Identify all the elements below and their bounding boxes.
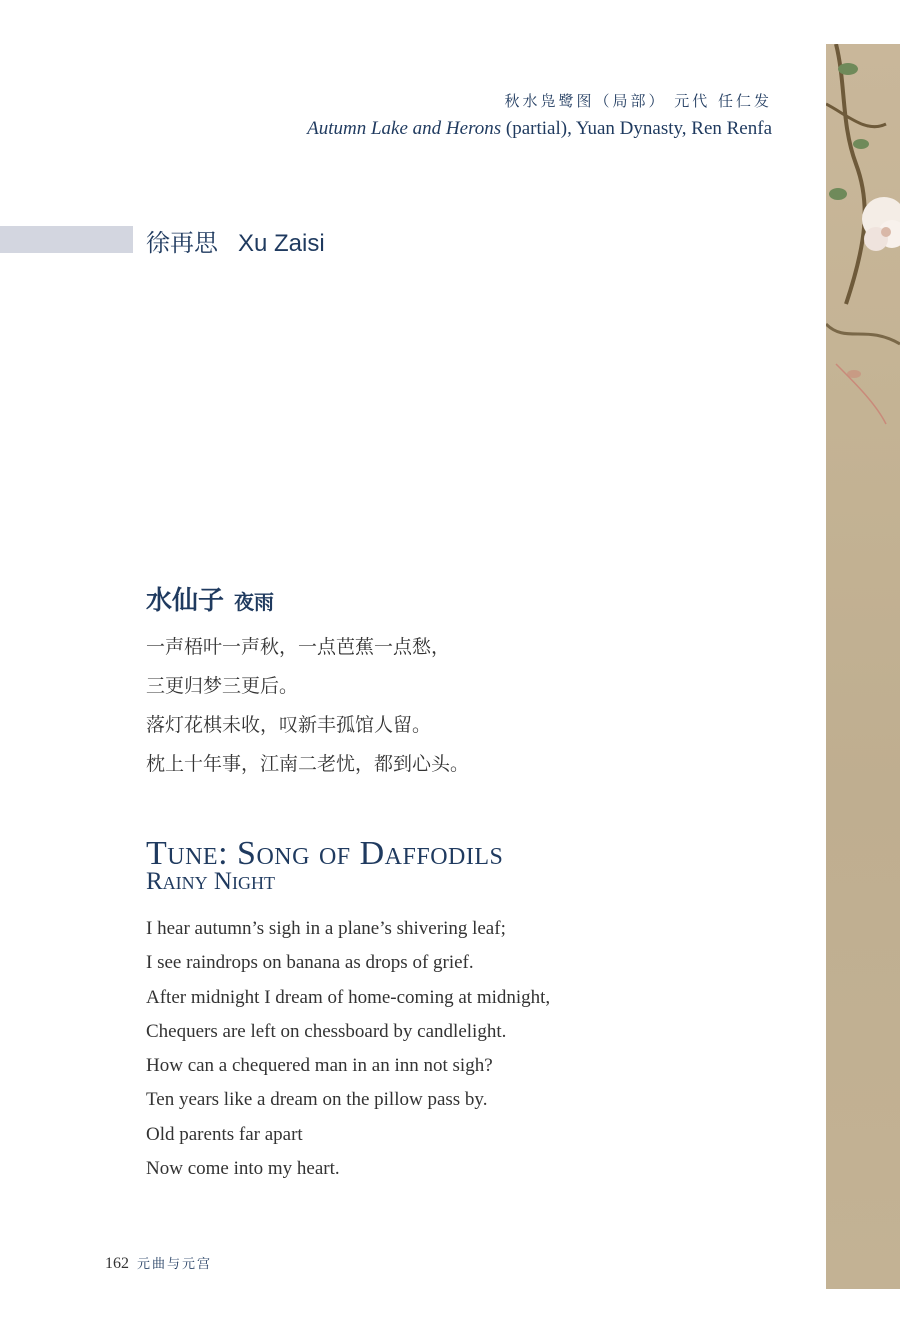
book-title: 元曲与元宫 [137, 1257, 213, 1272]
poem-title-chinese [146, 580, 274, 617]
poem-title-cn-sub: 夜雨 [234, 590, 275, 614]
painting-detail-image [826, 44, 900, 1289]
poem-chinese-text [146, 628, 469, 784]
poem-en-line: Ten years like a dream on the pillow pass by. [146, 1089, 488, 1111]
page-number: 162 [105, 1255, 129, 1272]
poem-en-line: Old parents far apart [146, 1123, 303, 1145]
poem-english-text [146, 912, 550, 1186]
poem-cn-line: 落灯花棋未收，叹新丰孤馆人留。 [146, 714, 432, 736]
caption-painting-title: Autumn Lake and Herons [307, 118, 502, 139]
poem-cn-line: 一声梧叶一声秋，一点芭蕉一点愁， [146, 636, 451, 658]
author-name: 徐再思 Xu Zaisi [146, 230, 325, 257]
caption-painting-info: (partial), Yuan Dynasty, Ren Renfa [501, 118, 772, 139]
poem-en-line: I hear autumn’s sigh in a plane’s shivering leaf; [146, 918, 506, 939]
poem-en-line: How can a chequered man in an inn not sigh? [146, 1055, 493, 1077]
poem-cn-line: 三更归梦三更后。 [146, 675, 299, 697]
page-footer [105, 1253, 212, 1273]
caption-chinese: 秋水凫鹭图（局部） 元代 任仁发 [504, 92, 772, 110]
poem-title-en-main: Tune: Song of Daffodils [146, 835, 504, 872]
poem-en-line: Now come into my heart. [146, 1158, 340, 1180]
illustration-caption [307, 88, 772, 144]
poem-title-cn-main: 水仙子 [146, 586, 225, 616]
poem-en-line: After midnight I dream of home-coming at midnight, [146, 986, 551, 1008]
poem-title-english [146, 835, 504, 896]
caption-english [307, 114, 772, 144]
poem-title-en-sub: Rainy Night [146, 868, 275, 895]
poem-en-line: I see raindrops on banana as drops of grief. [146, 952, 474, 974]
poem-en-line: Chequers are left on chessboard by candlelight. [146, 1020, 507, 1042]
poem-cn-line: 枕上十年事，江南二老忧，都到心头。 [146, 753, 470, 775]
author-accent-bar [0, 226, 133, 253]
